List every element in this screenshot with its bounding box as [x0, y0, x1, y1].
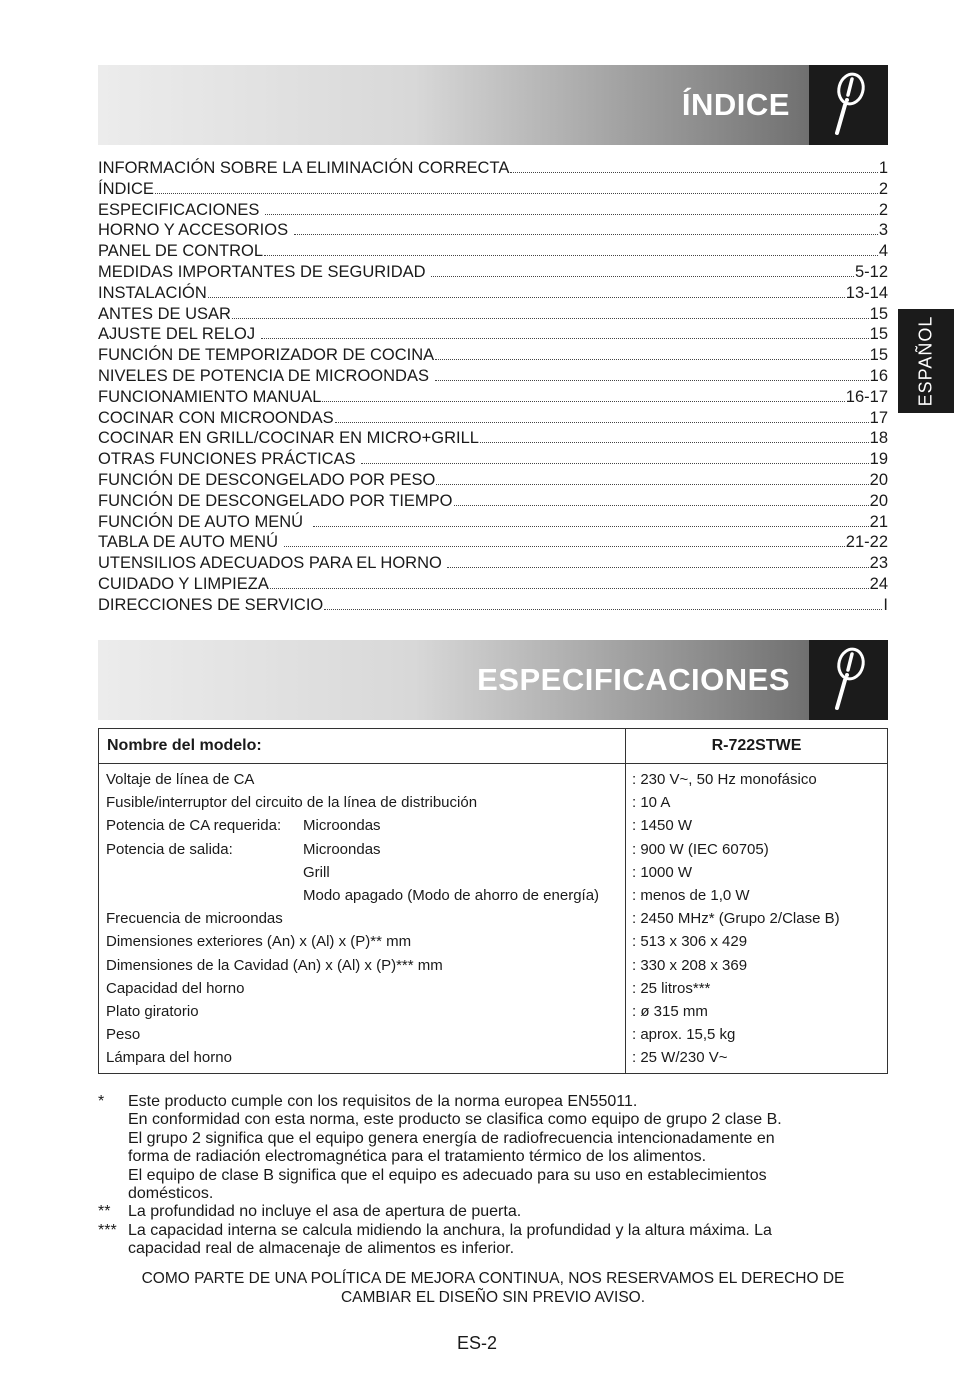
- footnote-line: La profundidad no incluye el asa de apertura de puerta.: [128, 1203, 522, 1221]
- spec-values-column: [626, 764, 887, 1073]
- toc-entry-label: FUNCIÓN DE DESCONGELADO POR TIEMPO: [98, 491, 453, 510]
- especificaciones-banner: [98, 640, 888, 720]
- spec-row-label: [106, 930, 625, 953]
- footnote-marker: ***: [98, 1221, 117, 1239]
- toc-entry-label: INFORMACIÓN SOBRE LA ELIMINACIÓN CORRECTA: [98, 159, 510, 177]
- footnotes: [98, 1093, 888, 1259]
- toc-leader-dots: [436, 484, 868, 485]
- spec-table: [98, 728, 888, 1074]
- spec-value: : 1450 W: [632, 817, 693, 835]
- toc-entry-label: CUIDADO Y LIMPIEZA: [98, 574, 269, 593]
- toc-entry-page: 16-17: [845, 387, 888, 406]
- spec-value: : 900 W (IEC 60705): [632, 840, 769, 858]
- toc-leader-dots: [435, 380, 869, 381]
- toc-leader-dots: [335, 422, 869, 423]
- toc-entry: [98, 532, 888, 553]
- spec-value: : 10 A: [632, 794, 671, 812]
- spec-sublabel: Grill: [303, 863, 330, 881]
- toc-entry: [98, 179, 888, 200]
- model-name-value: R-722STWE: [711, 737, 802, 754]
- toc-entry-page: 1: [878, 159, 888, 177]
- spec-row-label: [106, 791, 625, 814]
- toc-entry: [98, 387, 888, 408]
- spec-row-label: [106, 1000, 625, 1023]
- spec-value: : 1000 W: [632, 863, 693, 881]
- spec-row-label: [106, 838, 625, 861]
- spec-row-label: [106, 884, 625, 907]
- spec-label: Lámpara del horno: [106, 1049, 232, 1067]
- toc-entry-label: TABLA DE AUTO MENÚ: [98, 533, 283, 552]
- info-icon: [831, 646, 867, 712]
- spec-row-label: [106, 814, 625, 837]
- toc-entry-page: 24: [869, 574, 888, 593]
- footnote-line: El equipo de clase B significa que el equipo es adecuado para su uso en establecimientos: [128, 1166, 767, 1184]
- spec-label: Voltaje de línea de CA: [106, 771, 255, 788]
- language-tab-label: ESPAÑOL: [915, 315, 936, 407]
- footnote-line: El grupo 2 significa que el equipo genera energía de radiofrecuencia intencionadamente en: [128, 1129, 775, 1147]
- toc-entry-page: 4: [878, 242, 888, 261]
- info-icon-box: [809, 65, 888, 145]
- footnote: [98, 1093, 888, 1203]
- toc-entry-page: 17: [869, 408, 888, 427]
- spec-value: : 2450 MHz* (Grupo 2/Clase B): [632, 910, 840, 928]
- footnote-line: Este producto cumple con los requisitos de la norma europea EN55011.: [128, 1093, 638, 1110]
- spec-label: Dimensiones exteriores (An) x (Al) x (P)** mm: [106, 933, 412, 951]
- toc-leader-dots: [261, 338, 869, 339]
- spec-sublabel: Microondas: [303, 840, 381, 858]
- spec-table-header: [99, 729, 887, 764]
- spec-value: : menos de 1,0 W: [632, 886, 750, 904]
- toc-entry: [98, 449, 888, 470]
- spec-row-label: [106, 977, 625, 1000]
- toc-entry: [98, 428, 888, 449]
- toc-entry-label: AJUSTE DEL RELOJ: [98, 325, 260, 344]
- spec-label: Potencia de salida:: [106, 840, 233, 858]
- toc-entry-label: OTRAS FUNCIONES PRÁCTICAS: [98, 450, 361, 469]
- toc-entry: [98, 491, 888, 512]
- page-number: ES-2: [456, 1333, 498, 1353]
- policy-line: COMO PARTE DE UNA POLÍTICA DE MEJORA CONTINUA, NOS RESERVAMOS EL DERECHO DE: [141, 1270, 845, 1287]
- toc-leader-dots: [322, 401, 844, 402]
- footnote-line: capacidad real de almacenaje de alimentos es inferior.: [128, 1240, 515, 1258]
- toc-entry-page: 21: [869, 512, 888, 531]
- toc-entry-page: 23: [869, 554, 888, 573]
- toc-entry: [98, 408, 888, 429]
- toc-entry-page: 13-14: [845, 283, 888, 302]
- toc-entry-page: 3: [878, 221, 888, 240]
- toc-leader-dots: [361, 463, 868, 464]
- spec-row-label: [106, 861, 625, 884]
- footnote: [98, 1222, 888, 1259]
- spec-value: : 25 W/230 V~: [632, 1049, 728, 1067]
- toc-entry-label: ÍNDICE: [98, 179, 154, 198]
- toc-leader-dots: [431, 276, 854, 277]
- toc-entry-page: 15: [869, 304, 888, 323]
- toc-entry-label: COCINAR EN GRILL/COCINAR EN MICRO+GRILL: [98, 429, 479, 448]
- toc-leader-dots: [155, 193, 878, 194]
- toc-entry: [98, 241, 888, 262]
- toc-leader-dots: [265, 214, 878, 215]
- toc-entry: [98, 324, 888, 345]
- toc-entry-label: UTENSILIOS ADECUADOS PARA EL HORNO: [98, 554, 447, 573]
- toc-entry-page: 19: [869, 450, 888, 469]
- toc-entry: [98, 283, 888, 304]
- info-icon: [831, 71, 867, 137]
- spec-label: Fusible/interruptor del circuito de la línea de distribución: [106, 794, 478, 812]
- toc-entry-page: 21-22: [845, 533, 888, 552]
- toc-entry-page: 15: [869, 346, 888, 365]
- toc-leader-dots: [454, 505, 869, 506]
- spec-label: Peso: [106, 1026, 141, 1044]
- toc-entry-page: 15: [869, 325, 888, 344]
- footnote-line: domésticos.: [128, 1185, 214, 1203]
- spec-row-label: [106, 954, 625, 977]
- spec-label: Plato giratorio: [106, 1002, 199, 1020]
- toc-entry-label: ANTES DE USAR: [98, 304, 231, 323]
- toc-leader-dots: [480, 442, 869, 443]
- toc-leader-dots: [324, 609, 882, 610]
- footnote-text: [128, 1203, 888, 1221]
- toc-entry: [98, 366, 888, 387]
- toc-entry-page: 18: [869, 429, 888, 448]
- footnote-marker: *: [98, 1093, 105, 1110]
- toc-entry: [98, 200, 888, 221]
- toc-leader-dots: [313, 526, 868, 527]
- toc-leader-dots: [232, 318, 869, 319]
- toc-entry-label: ESPECIFICACIONES: [98, 200, 264, 219]
- toc-leader-dots: [435, 359, 869, 360]
- toc-leader-dots: [294, 234, 878, 235]
- spec-sublabel: Modo apagado (Modo de ahorro de energía): [303, 886, 600, 904]
- toc-leader-dots: [208, 297, 845, 298]
- toc-entry-label: NIVELES DE POTENCIA DE MICROONDAS: [98, 366, 434, 385]
- toc-leader-dots: [447, 567, 868, 568]
- language-tab: [898, 309, 954, 413]
- footnote-text: [128, 1222, 888, 1259]
- toc-entry-page: I: [883, 595, 888, 614]
- toc-entry-label: INSTALACIÓN: [98, 283, 207, 302]
- toc-entry: [98, 220, 888, 241]
- toc-entry-page: 20: [869, 491, 888, 510]
- toc-entry-label: FUNCIÓN DE AUTO MENÚ: [98, 512, 313, 531]
- footnote-marker: **: [98, 1203, 111, 1221]
- toc-entry: [98, 345, 888, 366]
- spec-value: : aprox. 15,5 kg: [632, 1026, 736, 1044]
- toc-entry-label: FUNCIONAMIENTO MANUAL: [98, 387, 322, 406]
- toc-entry: [98, 574, 888, 595]
- spec-labels-column: [99, 764, 626, 1073]
- spec-row-label: [106, 768, 625, 791]
- footnote: [98, 1203, 888, 1221]
- toc-entry-label: MEDIDAS IMPORTANTES DE SEGURIDAD: [98, 262, 431, 281]
- toc-entry-label: HORNO Y ACCESORIOS: [98, 221, 293, 240]
- toc-leader-dots: [264, 255, 878, 256]
- spec-value: : 25 litros***: [632, 979, 711, 997]
- spec-value: : 513 x 306 x 429: [632, 933, 748, 951]
- spec-label: Frecuencia de microondas: [106, 910, 283, 928]
- toc-entry-label: DIRECCIONES DE SERVICIO: [98, 595, 324, 614]
- spec-label: Dimensiones de la Cavidad (An) x (Al) x (P)*** mm: [106, 956, 443, 974]
- footnote-text: [128, 1093, 888, 1203]
- spec-table-body: [99, 764, 887, 1073]
- spec-value: : ø 315 mm: [632, 1002, 708, 1020]
- toc-entry-label: FUNCIÓN DE TEMPORIZADOR DE COCINA: [98, 346, 435, 365]
- policy-line: CAMBIAR EL DISEÑO SIN PREVIO AVISO.: [340, 1289, 646, 1306]
- footnote-line: En conformidad con esta norma, este producto se clasifica como equipo de grupo 2 clase B.: [128, 1111, 782, 1129]
- footnote-line: forma de radiación electromagnética para el tratamiento térmico de los alimentos.: [128, 1148, 707, 1166]
- spec-row-label: [106, 907, 625, 930]
- toc-entry-label: COCINAR CON MICROONDAS: [98, 408, 334, 427]
- spec-label: Potencia de CA requerida:: [106, 817, 282, 835]
- toc-entry: [98, 304, 888, 325]
- toc-entry-page: 2: [878, 200, 888, 219]
- toc-entry-page: 5-12: [854, 262, 888, 281]
- spec-row-label: [106, 1023, 625, 1046]
- model-name-label: Nombre del modelo:: [99, 729, 626, 763]
- footnote-line: La capacidad interna se calcula midiendo la anchura, la profundidad y la altura máxima. La: [128, 1221, 772, 1239]
- spec-row-label: [106, 1046, 625, 1069]
- especificaciones-title: ESPECIFICACIONES: [477, 662, 790, 697]
- toc-entry: [98, 512, 888, 533]
- spec-value: : 330 x 208 x 369: [632, 956, 748, 974]
- spec-label: Capacidad del horno: [106, 979, 245, 997]
- toc-entry-label: FUNCIÓN DE DESCONGELADO POR PESO: [98, 470, 436, 489]
- spec-sublabel: Microondas: [303, 817, 381, 835]
- table-of-contents: [98, 158, 888, 616]
- toc-leader-dots: [510, 172, 877, 173]
- toc-entry-page: 2: [878, 179, 888, 198]
- toc-entry-page: 16: [869, 366, 888, 385]
- toc-entry: [98, 553, 888, 574]
- spec-value: : 230 V~, 50 Hz monofásico: [632, 771, 817, 788]
- toc-leader-dots: [270, 588, 869, 589]
- toc-leader-dots: [284, 546, 845, 547]
- toc-entry: [98, 262, 888, 283]
- toc-entry: [98, 595, 888, 616]
- toc-entry: [98, 470, 888, 491]
- toc-entry: [98, 158, 888, 179]
- policy-notice: [98, 1269, 888, 1307]
- toc-entry-page: 20: [869, 470, 888, 489]
- info-icon-box: [809, 640, 888, 720]
- indice-title: ÍNDICE: [681, 87, 790, 122]
- toc-entry-label: PANEL DE CONTROL: [98, 242, 264, 261]
- indice-banner: [98, 65, 888, 145]
